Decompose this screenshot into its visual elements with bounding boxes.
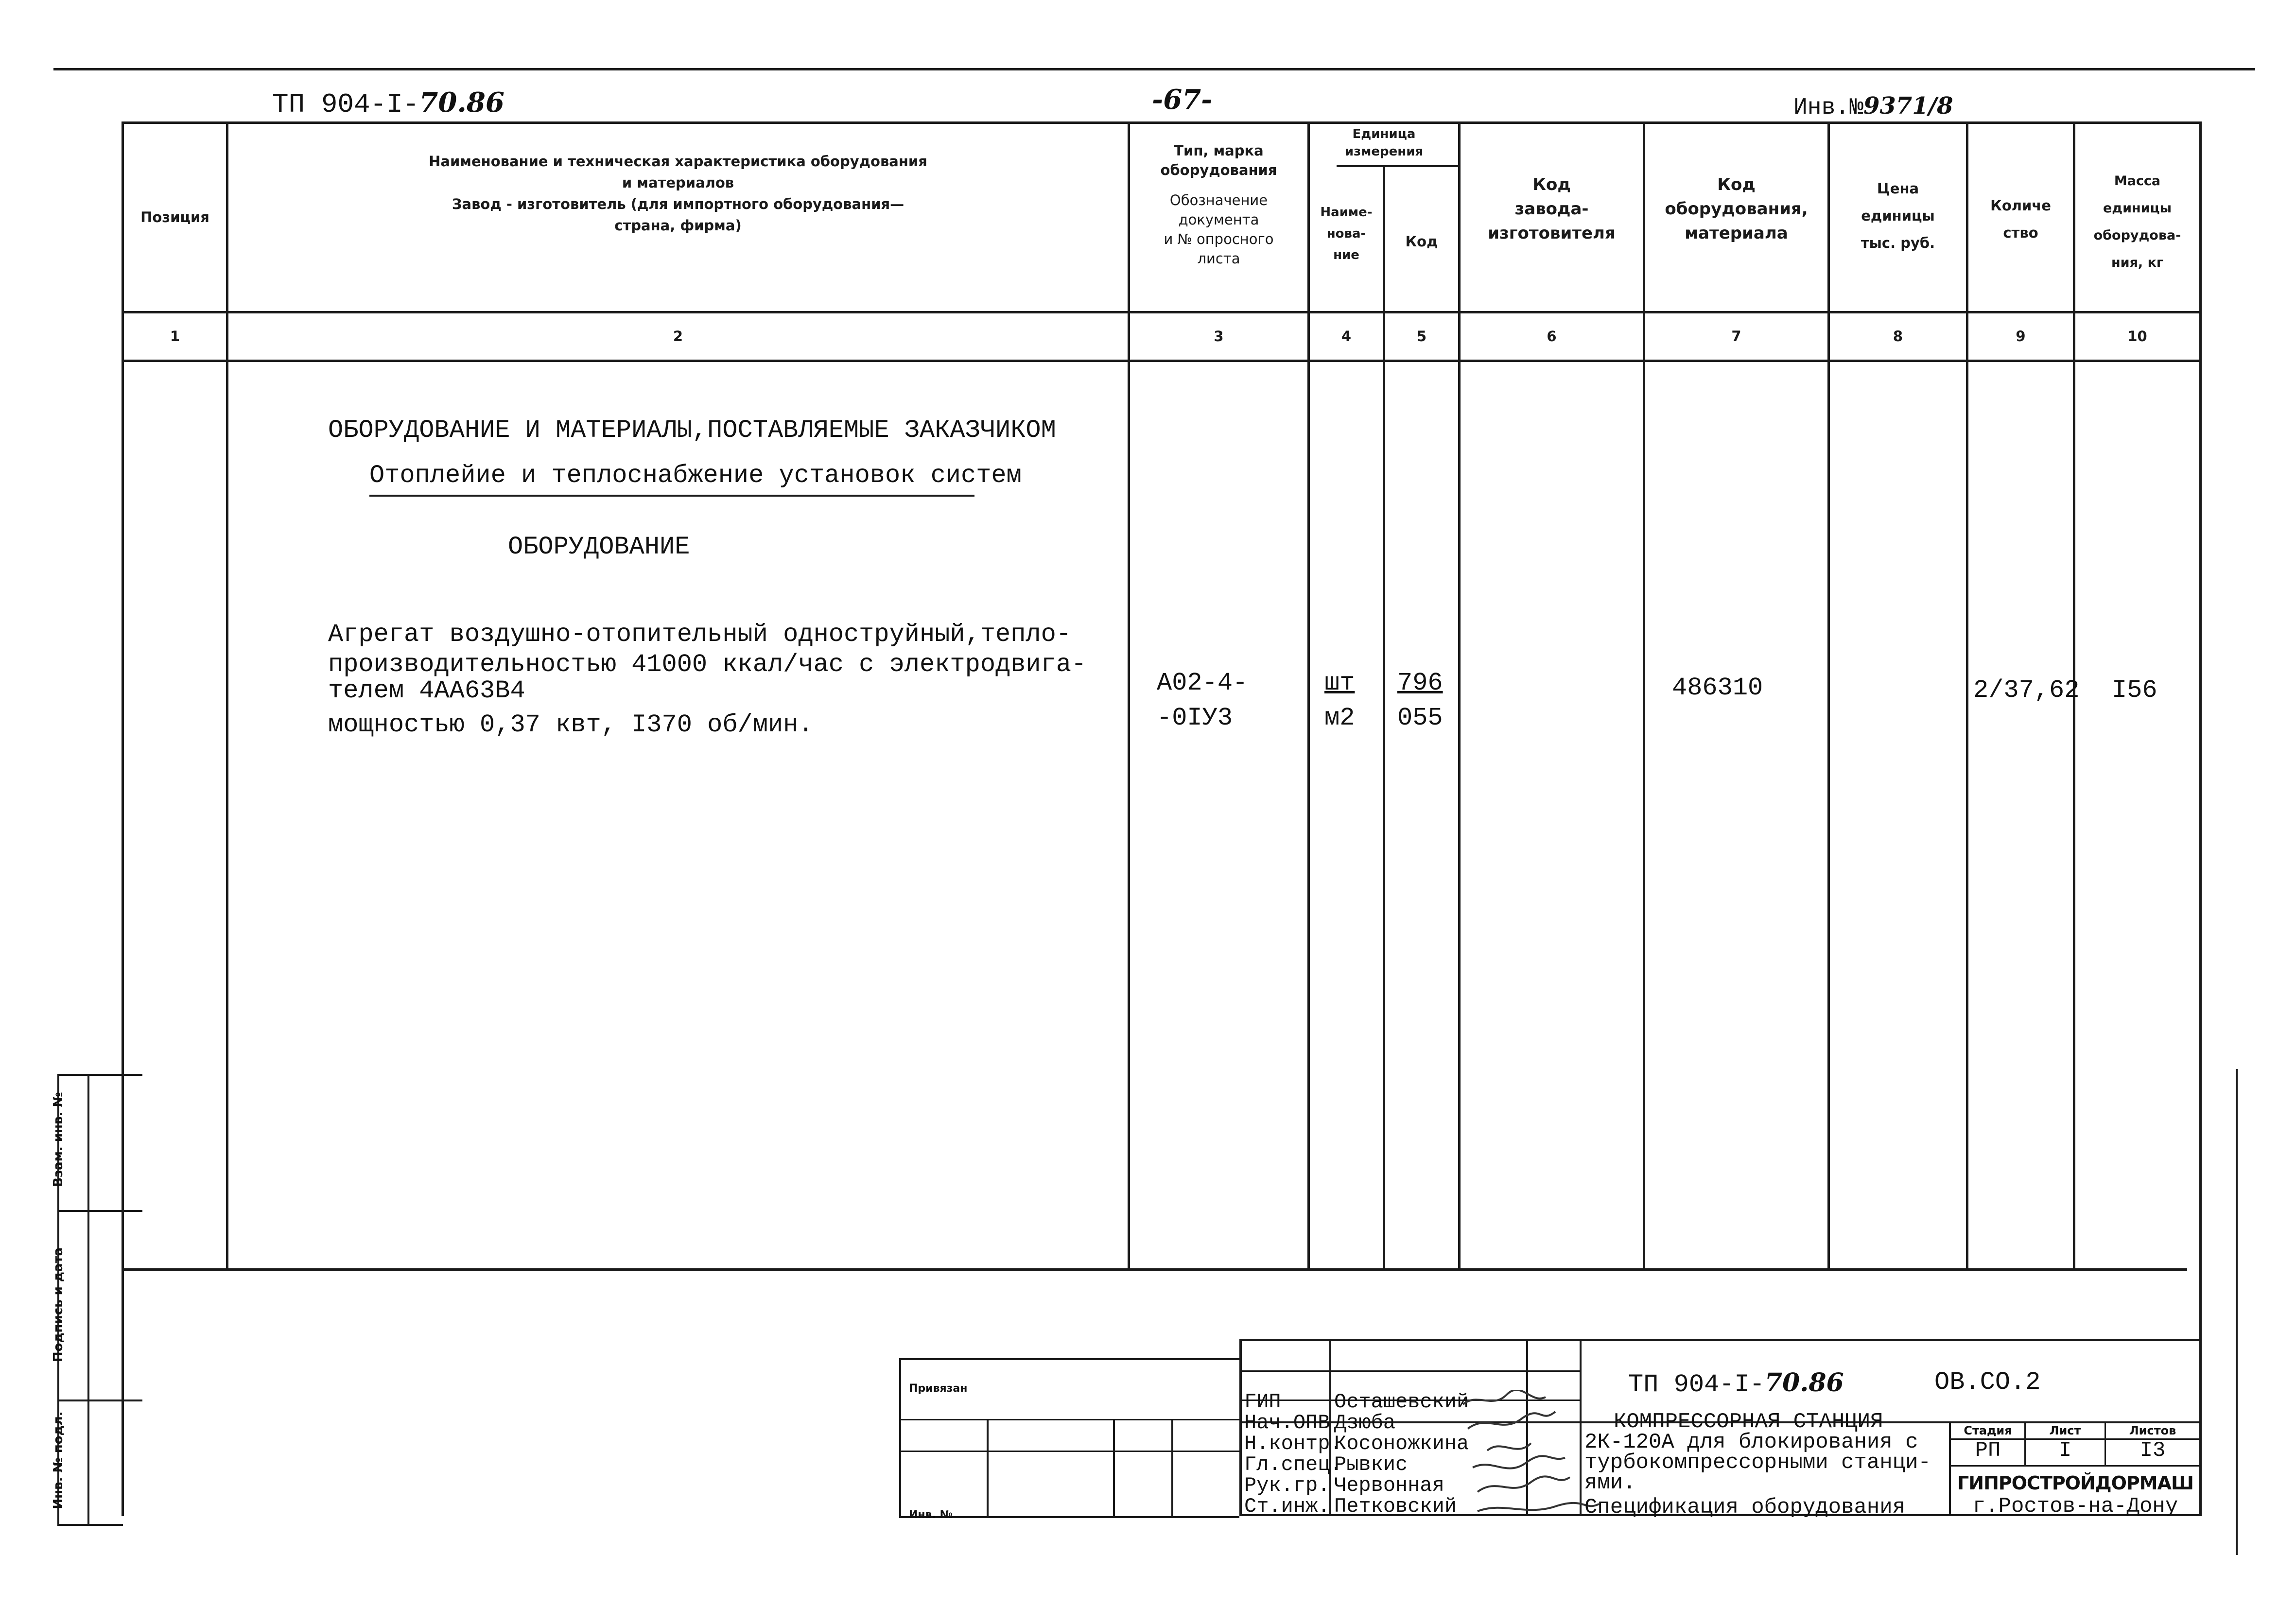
header-equipment-code-line3: материала: [1685, 224, 1788, 243]
approval-label: Привязан: [909, 1382, 968, 1395]
header-position: Позиция: [140, 209, 209, 225]
side-stamp-label-signature: Подпись и дата: [51, 1247, 66, 1363]
header-name: [228, 151, 1128, 236]
doc-code-hand: 70.86: [419, 86, 504, 119]
organization-city: г.Ростов-на-Дону: [1972, 1494, 2178, 1519]
header-name-line3: Завод - изготовитель (для импортного оборудования—: [452, 196, 904, 212]
item-unit: [1324, 666, 1355, 736]
header-unit-line1: Единица: [1352, 127, 1416, 141]
item-desc-line2: производительностью 41000 ккал/час с электродвига-: [328, 650, 1087, 679]
header-unit-name-line3: ние: [1333, 248, 1359, 262]
item-description: [328, 620, 1086, 740]
header-mass-line3: оборудова-: [2093, 228, 2181, 243]
stage-label: Стадия: [1964, 1424, 2012, 1437]
header-quantity: [1968, 192, 2073, 246]
project-title-line1: КОМПРЕССОРНАЯ СТАНЦИЯ: [1614, 1410, 1883, 1434]
colnum-7: 7: [1731, 328, 1741, 345]
header-type-line1: Тип, марка: [1174, 142, 1264, 159]
item-type-line1: А02-4-: [1157, 669, 1248, 697]
page-number: -67-: [1152, 84, 1213, 116]
item-unit-code: [1397, 666, 1443, 736]
header-unit-name-line2: нова-: [1326, 226, 1366, 241]
colnum-8: 8: [1893, 328, 1903, 345]
item-equipment-code: 486310: [1672, 674, 1763, 702]
signature-row: ГИП Осташевский: [1244, 1390, 1469, 1414]
doc-code-top: [272, 86, 504, 120]
header-unit-name: [1310, 202, 1383, 266]
header-name-line4: страна, фирма): [614, 217, 742, 234]
sheet-title: Спецификация оборудования: [1584, 1495, 1906, 1520]
header-unit-line2: измерения: [1344, 144, 1424, 159]
title-doc-code-prefix: ТП 904-I-: [1628, 1370, 1765, 1399]
header-unit-name-line1: Наиме-: [1320, 205, 1373, 220]
signature-row: Нач.ОПВ Дзюба: [1244, 1411, 1396, 1434]
colnum-9: 9: [2016, 328, 2026, 345]
item-type-line2: -0IУ3: [1157, 704, 1233, 732]
colnum-1: 1: [170, 328, 180, 345]
header-mass: [2075, 168, 2199, 276]
group-title: ОБОРУДОВАНИЕ: [508, 533, 690, 561]
header-mass-line4: ния, кг: [2111, 255, 2163, 270]
title-doc-code-hand: 70.86: [1764, 1368, 1844, 1398]
header-type-line6: листа: [1197, 250, 1240, 267]
header-type-line2: оборудования: [1160, 162, 1277, 178]
colnum-6: 6: [1547, 328, 1557, 345]
header-factory-code-line3: изготовителя: [1488, 224, 1616, 243]
header-unit-group: [1310, 125, 1458, 160]
inv-value: 9371/8: [1863, 92, 1953, 120]
header-type: [1130, 141, 1307, 268]
signature-row: Н.контр.Косоножкина: [1244, 1432, 1469, 1455]
item-unit-line1: шт: [1324, 669, 1355, 697]
signature-row: Ст.инж. Петковский: [1244, 1495, 1457, 1518]
header-factory-code: [1461, 173, 1643, 245]
sheets-value: I3: [2139, 1438, 2166, 1463]
header-factory-code-line1: Код: [1532, 175, 1571, 194]
header-type-line3: Обозначение: [1169, 192, 1268, 208]
colnum-3: 3: [1214, 328, 1224, 345]
project-title-line4: ями.: [1584, 1471, 1636, 1495]
item-desc-line3: телем 4АА63В4: [328, 676, 525, 705]
header-equipment-code-line1: Код: [1717, 175, 1756, 194]
signature-row: Гл.спец.Рывкис: [1244, 1453, 1408, 1476]
header-equipment-code-line2: оборудования,: [1665, 199, 1808, 219]
item-unit-line2: м2: [1324, 704, 1355, 732]
item-desc-line4: мощностью 0,37 квт, I370 об/мин.: [328, 710, 814, 739]
header-name-line1: Наименование и техническая характеристика оборудования: [429, 153, 927, 170]
item-type: [1157, 666, 1248, 736]
signatures: [1244, 1390, 1469, 1518]
item-mass: I56: [2112, 676, 2157, 705]
colnum-2: 2: [673, 328, 683, 345]
header-equipment-code: [1645, 173, 1827, 245]
doc-code-prefix: ТП 904-I-: [272, 89, 419, 120]
side-stamp-label-inventory: Инв. № подл.: [51, 1411, 66, 1509]
signature-scribbles: [1458, 1390, 1604, 1521]
project-title: [1584, 1412, 1931, 1493]
organization-name: ГИПРОСТРОЙДОРМАШ: [1957, 1472, 2193, 1494]
header-name-line2: и материалов: [622, 174, 734, 191]
header-quantity-line1: Количе: [1990, 197, 2051, 214]
header-price: [1830, 175, 1966, 257]
item-quantity: 2/37,62: [1973, 676, 2080, 705]
sheets-label: Листов: [2129, 1424, 2176, 1437]
project-title-line3: турбокомпрессорными станци-: [1584, 1451, 1931, 1475]
inv-label: Инв.№: [1793, 95, 1864, 121]
item-desc-line1: Агрегат воздушно-отопительный одноструйный,тепло-: [328, 620, 1072, 649]
header-factory-code-line2: завода-: [1514, 199, 1589, 219]
approval-inv-label: Инв. №: [909, 1509, 953, 1521]
header-mass-line2: единицы: [2103, 201, 2172, 216]
subsection-title: Отоплейие и теплоснабжение установок систем: [369, 461, 1022, 490]
header-price-line3: тыс. руб.: [1861, 235, 1935, 251]
signature-row: Рук.гр. Червонная: [1244, 1474, 1444, 1497]
item-unit-code-line1: 796: [1397, 669, 1443, 697]
stage-value: РП: [1975, 1438, 2001, 1463]
header-unit-code: Код: [1405, 233, 1438, 250]
sheet-value: I: [2058, 1438, 2072, 1463]
section-title: ОБОРУДОВАНИЕ И МАТЕРИАЛЫ,ПОСТАВЛЯЕМЫЕ ЗАКАЗЧИКОМ: [328, 416, 1056, 445]
header-quantity-line2: ство: [2003, 225, 2038, 241]
header-price-line2: единицы: [1861, 207, 1935, 224]
colnum-5: 5: [1416, 328, 1427, 345]
header-price-line1: Цена: [1877, 180, 1919, 197]
header-type-line5: и № опросного: [1164, 231, 1274, 247]
side-stamp-label-replacement: Взам. инв. №: [51, 1092, 66, 1187]
project-title-line2: 2К-120А для блокирования с: [1584, 1430, 1918, 1454]
item-unit-code-line2: 055: [1397, 704, 1443, 732]
title-doc-code: [1628, 1368, 1844, 1399]
inventory-number: [1793, 92, 1953, 121]
colnum-4: 4: [1341, 328, 1352, 345]
title-doc-suffix: ОВ.СО.2: [1934, 1368, 2041, 1397]
sheet-label: Лист: [2049, 1424, 2081, 1437]
header-mass-line1: Масса: [2114, 173, 2161, 189]
header-type-line4: документа: [1178, 211, 1259, 228]
colnum-10: 10: [2127, 328, 2147, 345]
